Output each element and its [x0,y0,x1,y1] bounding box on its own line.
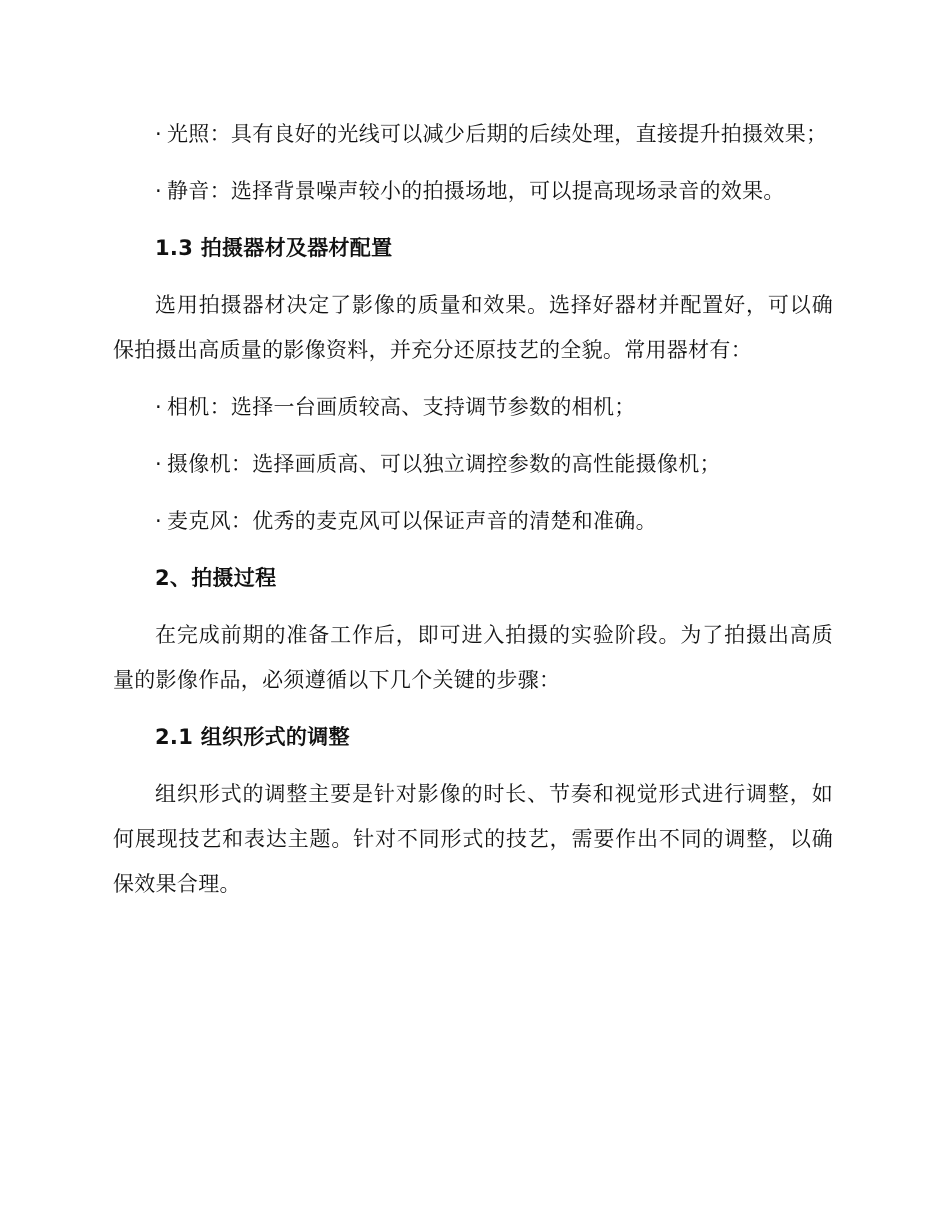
paragraph-equipment: 选用拍摄器材决定了影像的质量和效果。选择好器材并配置好，可以确保拍摄出高质量的影像资料，并充分还原技艺的全貌。常用器材有： [113,293,833,362]
bullet-text-microphone: 麦克风：优秀的麦克风可以保证声音的清楚和准确。 [167,509,657,533]
bullet-item-camera [113,385,833,430]
section-heading-2-1: 2.1 组织形式的调整 [155,725,350,749]
bullet-dot: · [155,509,162,533]
bullet-item-lighting [113,112,833,157]
bullet-text-silence: 静音：选择背景噪声较小的拍摄场地，可以提高现场录音的效果。 [167,179,785,203]
bullet-item-camcorder [113,442,833,487]
section-heading-2: 2、拍摄过程 [155,566,277,590]
paragraph-adjust: 组织形式的调整主要是针对影像的时长、节奏和视觉形式进行调整，如何展现技艺和表达主题。针对不同形式的技艺，需要作出不同的调整，以确保效果合理。 [113,782,833,896]
document-body [113,112,833,919]
bullet-dot: · [155,395,162,419]
bullet-text-camera: 相机：选择一台画质较高、支持调节参数的相机； [167,395,636,419]
bullet-item-microphone [113,499,833,544]
bullet-text-camcorder: 摄像机：选择画质高、可以独立调控参数的高性能摄像机； [167,452,721,476]
bullet-text-lighting: 光照：具有良好的光线可以减少后期的后续处理，直接提升拍摄效果； [167,122,828,146]
paragraph-process: 在完成前期的准备工作后，即可进入拍摄的实验阶段。为了拍摄出高质量的影像作品，必须遵循以下几个关键的步骤： [113,623,833,692]
bullet-dot: · [155,122,162,146]
bullet-dot: · [155,452,162,476]
bullet-dot: · [155,179,162,203]
bullet-item-silence [113,169,833,214]
section-heading-1-3: 1.3 拍摄器材及器材配置 [155,236,393,260]
